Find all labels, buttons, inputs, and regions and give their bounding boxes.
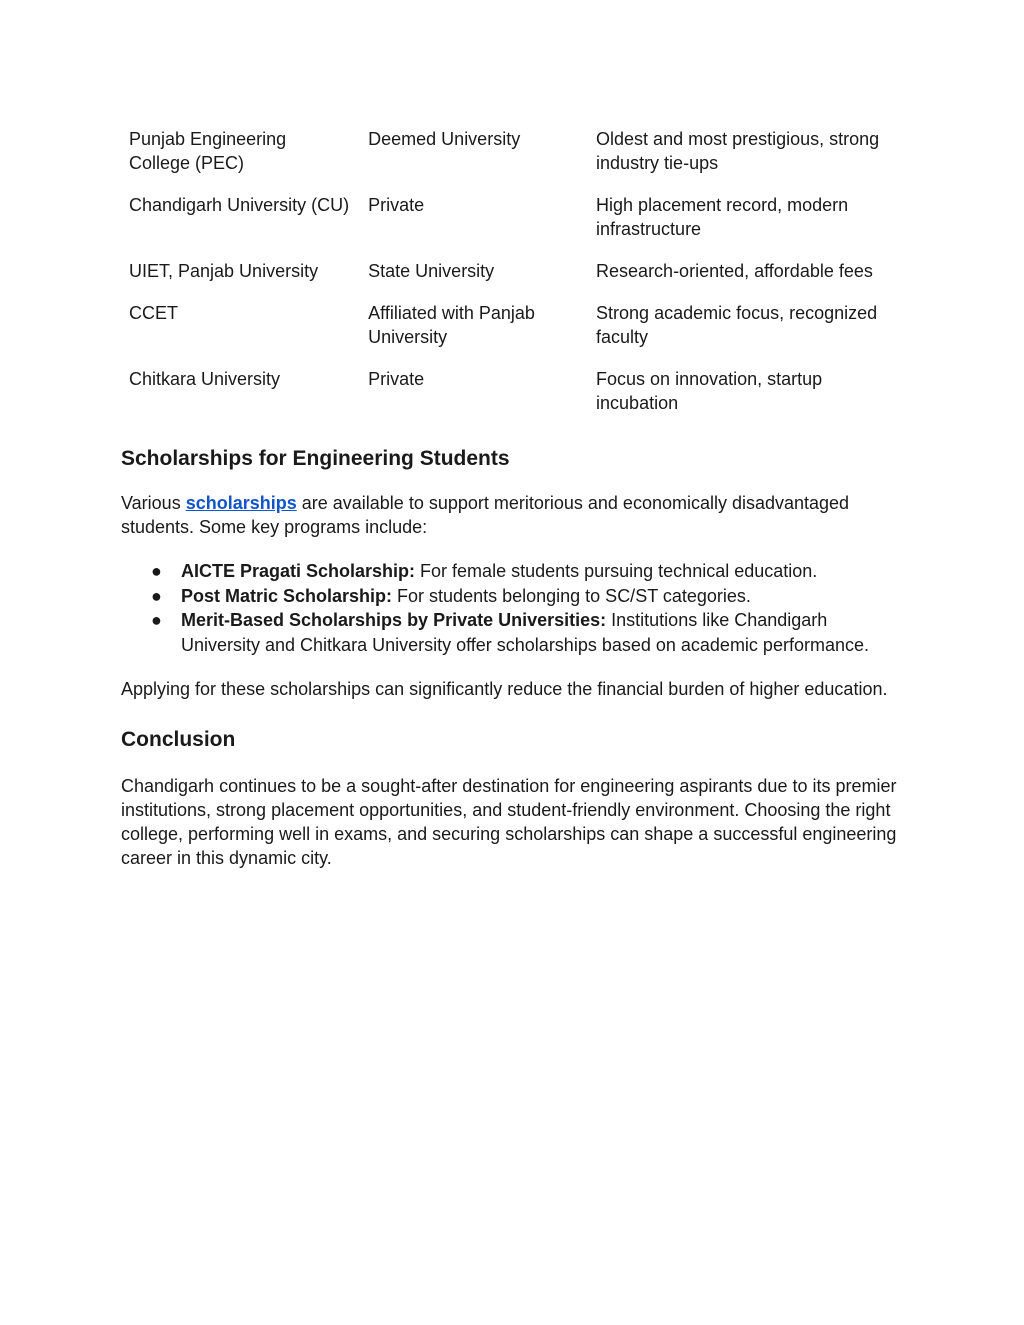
intro-prefix: Various <box>121 493 186 513</box>
bullet-icon: ● <box>151 610 162 630</box>
scholarships-intro <box>121 491 911 539</box>
bullet-icon: ● <box>151 585 162 606</box>
colleges-table <box>121 127 911 433</box>
list-item <box>121 584 911 609</box>
document-page <box>121 127 911 870</box>
college-name-cell: Chandigarh University (CU) <box>129 195 350 215</box>
table-row <box>121 367 911 433</box>
college-type-cell: Deemed University <box>368 129 521 149</box>
bullet-icon: ● <box>151 561 162 581</box>
list-item-title: AICTE Pragati Scholarship: <box>181 561 416 581</box>
college-name-cell: Punjab Engineering College (PEC) <box>129 129 287 173</box>
scholarships-closing: Applying for these scholarships can significantly reduce the financial burden of higher education. <box>121 679 888 699</box>
table-row <box>121 259 911 301</box>
college-type-cell: Private <box>368 369 425 389</box>
scholarships-heading: Scholarships for Engineering Students <box>121 447 510 470</box>
list-item <box>121 608 911 657</box>
college-name-cell: CCET <box>129 303 178 323</box>
list-item-text: Institutions like Chandigarh University and Chitkara University offer scholarships based on academic performance. <box>181 610 869 655</box>
college-type-cell: Affiliated with Panjab University <box>368 303 535 347</box>
intro-suffix: are available to support meritorious and economically disadvantaged students. Some key programs include: <box>121 493 850 537</box>
list-item <box>121 559 911 584</box>
list-item-title: Post Matric Scholarship: <box>181 585 393 606</box>
college-type-cell: State University <box>368 261 495 281</box>
scholarships-link[interactable]: scholarships <box>185 493 297 513</box>
table-row <box>121 193 911 259</box>
college-type-cell: Private <box>368 195 425 215</box>
college-highlight-cell: Strong academic focus, recognized faculty <box>596 303 878 347</box>
college-highlight-cell: Oldest and most prestigious, strong industry tie-ups <box>596 129 880 173</box>
college-highlight-cell: Research-oriented, affordable fees <box>596 261 873 281</box>
scholarship-list <box>121 559 911 657</box>
list-item-text: For students belonging to SC/ST categories. <box>392 585 751 606</box>
college-name-cell: Chitkara University <box>129 369 281 389</box>
college-name-cell: UIET, Panjab University <box>129 261 319 281</box>
list-item-title: Merit-Based Scholarships by Private Universities: <box>181 610 607 630</box>
college-highlight-cell: Focus on innovation, startup incubation <box>596 369 823 413</box>
table-row <box>121 127 911 193</box>
college-highlight-cell: High placement record, modern infrastructure <box>596 195 849 239</box>
list-item-text: For female students pursuing technical education. <box>415 561 818 581</box>
table-row <box>121 301 911 367</box>
conclusion-heading: Conclusion <box>121 728 236 751</box>
conclusion-body: Chandigarh continues to be a sought-after destination for engineering aspirants due to its premier institutions, strong placement opportunities, and student-friendly environment. Choosing the right college, performing well in exams, and securing scholarships can shape a successful engineering career in this dynamic city. <box>121 776 897 868</box>
